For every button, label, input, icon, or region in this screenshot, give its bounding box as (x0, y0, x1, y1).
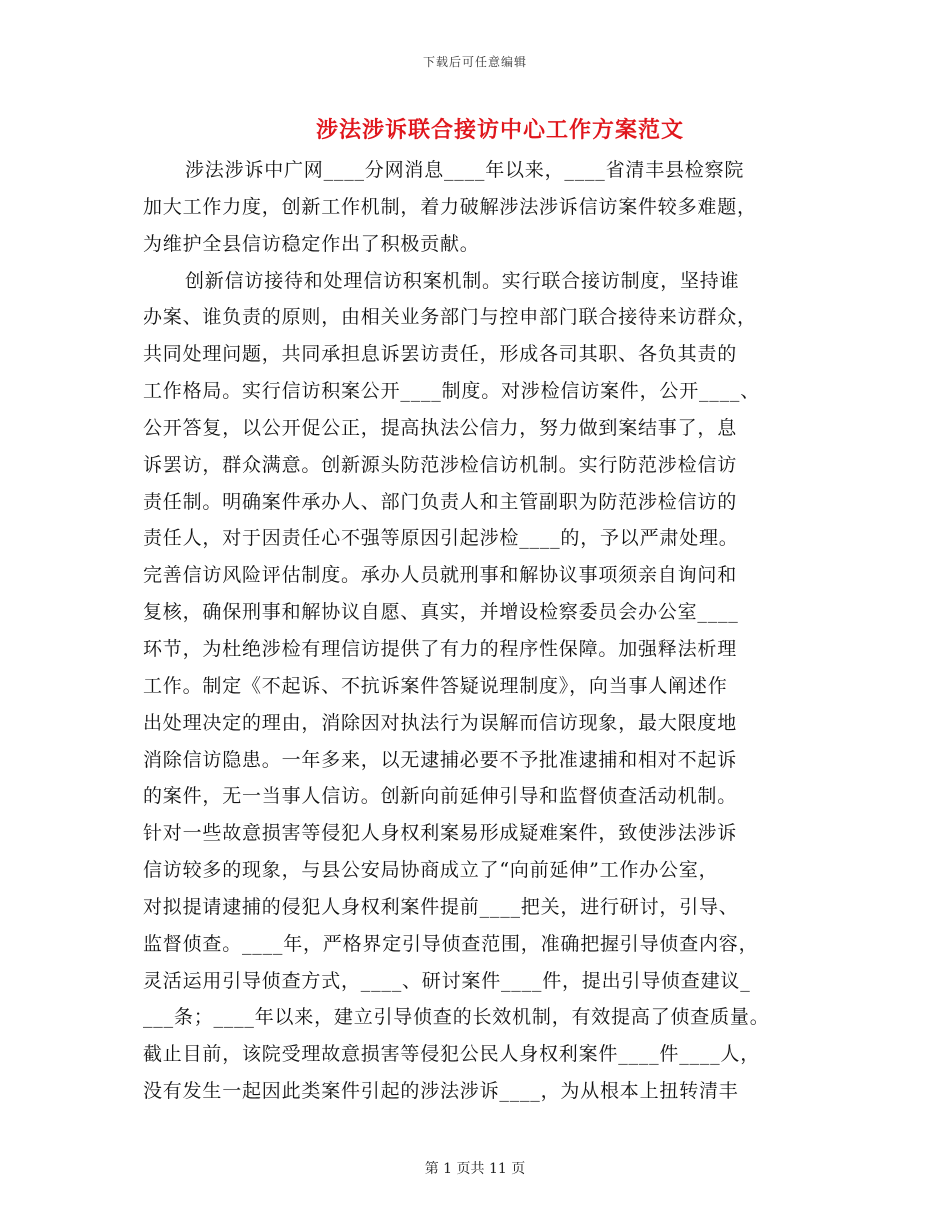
document-title: 涉法涉诉联合接访中心工作方案范文 (315, 117, 684, 143)
body-line: 办案、谁负责的原则，由相关业务部门与控申部门联合接待来访群众， (143, 306, 757, 329)
body-line: 加大工作力度，创新工作机制，着力破解涉法涉诉信访案件较多难题， (143, 195, 757, 218)
body-line: 责任制。明确案件承办人、部门负责人和主管副职为防范涉检信访的 (143, 490, 738, 513)
body-line: 监督侦查。____年，严格界定引导侦查范围，准确把握引导侦查内容， (143, 932, 759, 955)
body-line: 公开答复，以公开促公正，提高执法公信力，努力做到案结事了，息 (143, 416, 738, 439)
document-body (143, 152, 833, 1110)
body-line: 诉罢访，群众满意。创新源头防范涉检信访机制。实行防范涉检信访 (143, 453, 738, 476)
body-line: 完善信访风险评估制度。承办人员就刑事和解协议事项须亲自询问和 (143, 564, 738, 587)
body-line: 涉法涉诉中广网____分网消息____年以来，____省清丰县检察院 (185, 159, 745, 181)
body-line: 灵活运用引导侦查方式，____、研讨案件____件，提出引导侦查建议_ (143, 969, 751, 992)
body-line: 工作格局。实行信访积案公开____制度。对涉检信访案件，公开____、 (143, 380, 761, 403)
body-line: 共同处理问题，共同承担息诉罢访责任，形成各司其职、各负其责的 (143, 343, 738, 366)
body-line: 工作。制定《不起诉、不抗诉案件答疑说理制度》，向当事人阐述作 (143, 674, 728, 697)
page-number-footer: 第 1 页共 11 页 (424, 1161, 526, 1177)
body-line: 为维护全县信访稳定作出了积极贡献。 (143, 232, 480, 255)
page-header-note: 下载后可任意编辑 (422, 55, 527, 69)
body-line: 针对一些故意损害等侵犯人身权利案易形成疑难案件，致使涉法涉诉 (143, 822, 738, 845)
body-line: 消除信访隐患。一年多来，以无逮捕必要不予批准逮捕和相对不起诉 (143, 748, 738, 771)
body-line: 的案件，无一当事人信访。创新向前延伸引导和监督侦查活动机制。 (143, 785, 738, 808)
body-line: 复核，确保刑事和解协议自愿、真实，并增设检察委员会办公室____ (143, 601, 739, 624)
body-line: 创新信访接待和处理信访积案机制。实行联合接访制度，坚持谁 (185, 269, 740, 292)
body-line: 信访较多的现象，与县公安局协商成立了“向前延伸”工作办公室， (143, 859, 719, 882)
body-line: 没有发生一起因此类案件引起的涉法涉诉____，为从根本上扭转清丰 (143, 1080, 739, 1103)
body-line: 责任人，对于因责任心不强等原因引起涉检____的，予以严肃处理。 (143, 527, 739, 550)
body-line: ___条；____年以来，建立引导侦查的长效机制，有效提高了侦查质量。 (143, 1006, 770, 1029)
body-line: 对拟提请逮捕的侵犯人身权利案件提前____把关，进行研讨，引导、 (143, 895, 739, 918)
body-line: 截止目前，该院受理故意损害等侵犯公民人身权利案件____件____人， (143, 1043, 761, 1066)
body-line: 出处理决定的理由，消除因对执法行为误解而信访现象，最大限度地 (143, 711, 738, 734)
body-line: 环节，为杜绝涉检有理信访提供了有力的程序性保障。加强释法析理 (143, 637, 738, 660)
